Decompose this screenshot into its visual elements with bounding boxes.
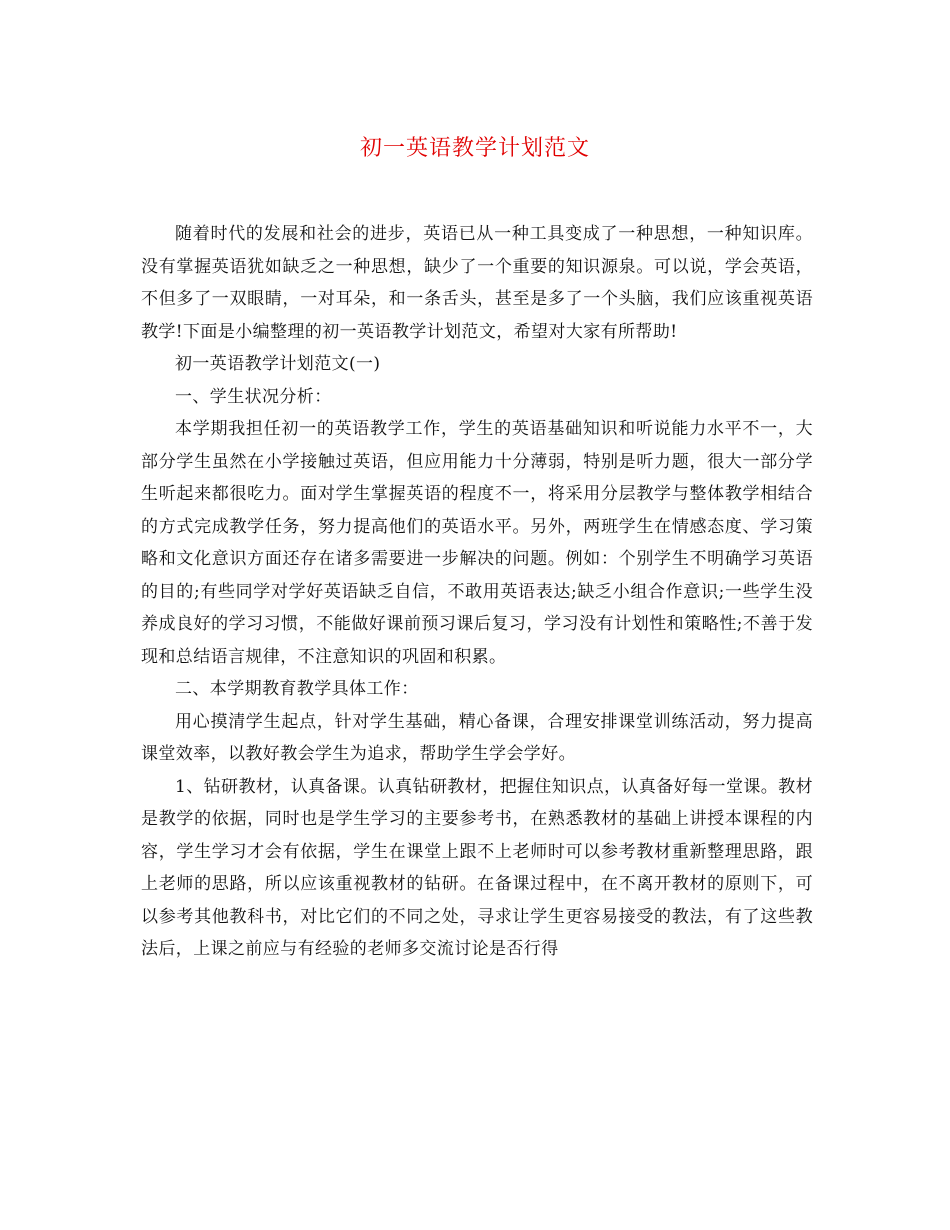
section-heading-student-analysis: 一、学生状况分析：	[175, 386, 332, 407]
document-body	[141, 218, 813, 966]
section-heading-teaching-work: 二、本学期教育教学具体工作：	[175, 679, 419, 699]
document-title: 初一英语教学计划范文	[359, 136, 590, 161]
paragraph-student-analysis: 本学期我担任初一的英语教学工作，学生的英语基础知识和听说能力水平不一，大部分学生虽然在小学接触过英语，但应用能力十分薄弱，特别是听力题，很大一部分学生听起来都很吃力。面对学生掌握英语的程度不一，将采用分层教学与整体教学相结合的方式完成教学任务，努力提高他们的英语水平。另外，两班学生在情感态度、学习策略和文化意识方面还存在诸多需要进一步解决的问题。例如：个别学生不明确学习英语的目的;有些同学对学好英语缺乏自信，不敢用英语表达;缺乏小组合作意识;一些学生没养成良好的学习习惯，不能做好课前预习课后复习，学习没有计划性和策略性;不善于发现和总结语言规律，不注意知识的巩固和积累。	[141, 419, 813, 667]
section-heading-sample-one: 初一英语教学计划范文(一)	[175, 354, 381, 374]
paragraph-intro: 随着时代的发展和社会的进步，英语已从一种工具变成了一种思想，一种知识库。没有掌握英语犹如缺乏之一种思想，缺少了一个重要的知识源泉。可以说，学会英语，不但多了一双眼睛，一对耳朵，和一条舌头，甚至是多了一个头脑，我们应该重视英语教学!下面是小编整理的初一英语教学计划范文，希望对大家有所帮助!	[141, 224, 813, 342]
paragraph-teaching-work: 用心摸清学生起点，针对学生基础，精心备课，合理安排课堂训练活动，努力提高课堂效率，以教好教会学生为追求，帮助学生学会学好。	[141, 711, 813, 764]
paragraph-study-textbook: 1、钻研教材，认真备课。认真钻研教材，把握住知识点，认真备好每一堂课。教材是教学的依据，同时也是学生学习的主要参考书，在熟悉教材的基础上讲授本课程的内容，学生学习才会有依据，学生在课堂上跟不上老师时可以参考教材重新整理思路，跟上老师的思路，所以应该重视教材的钻研。在备课过程中，在不离开教材的原则下，可以参考其他教科书，对比它们的不同之处，寻求让学生更容易接受的教法，有了这些教法后，上课之前应与有经验的老师多交流讨论是否行得	[141, 776, 813, 959]
